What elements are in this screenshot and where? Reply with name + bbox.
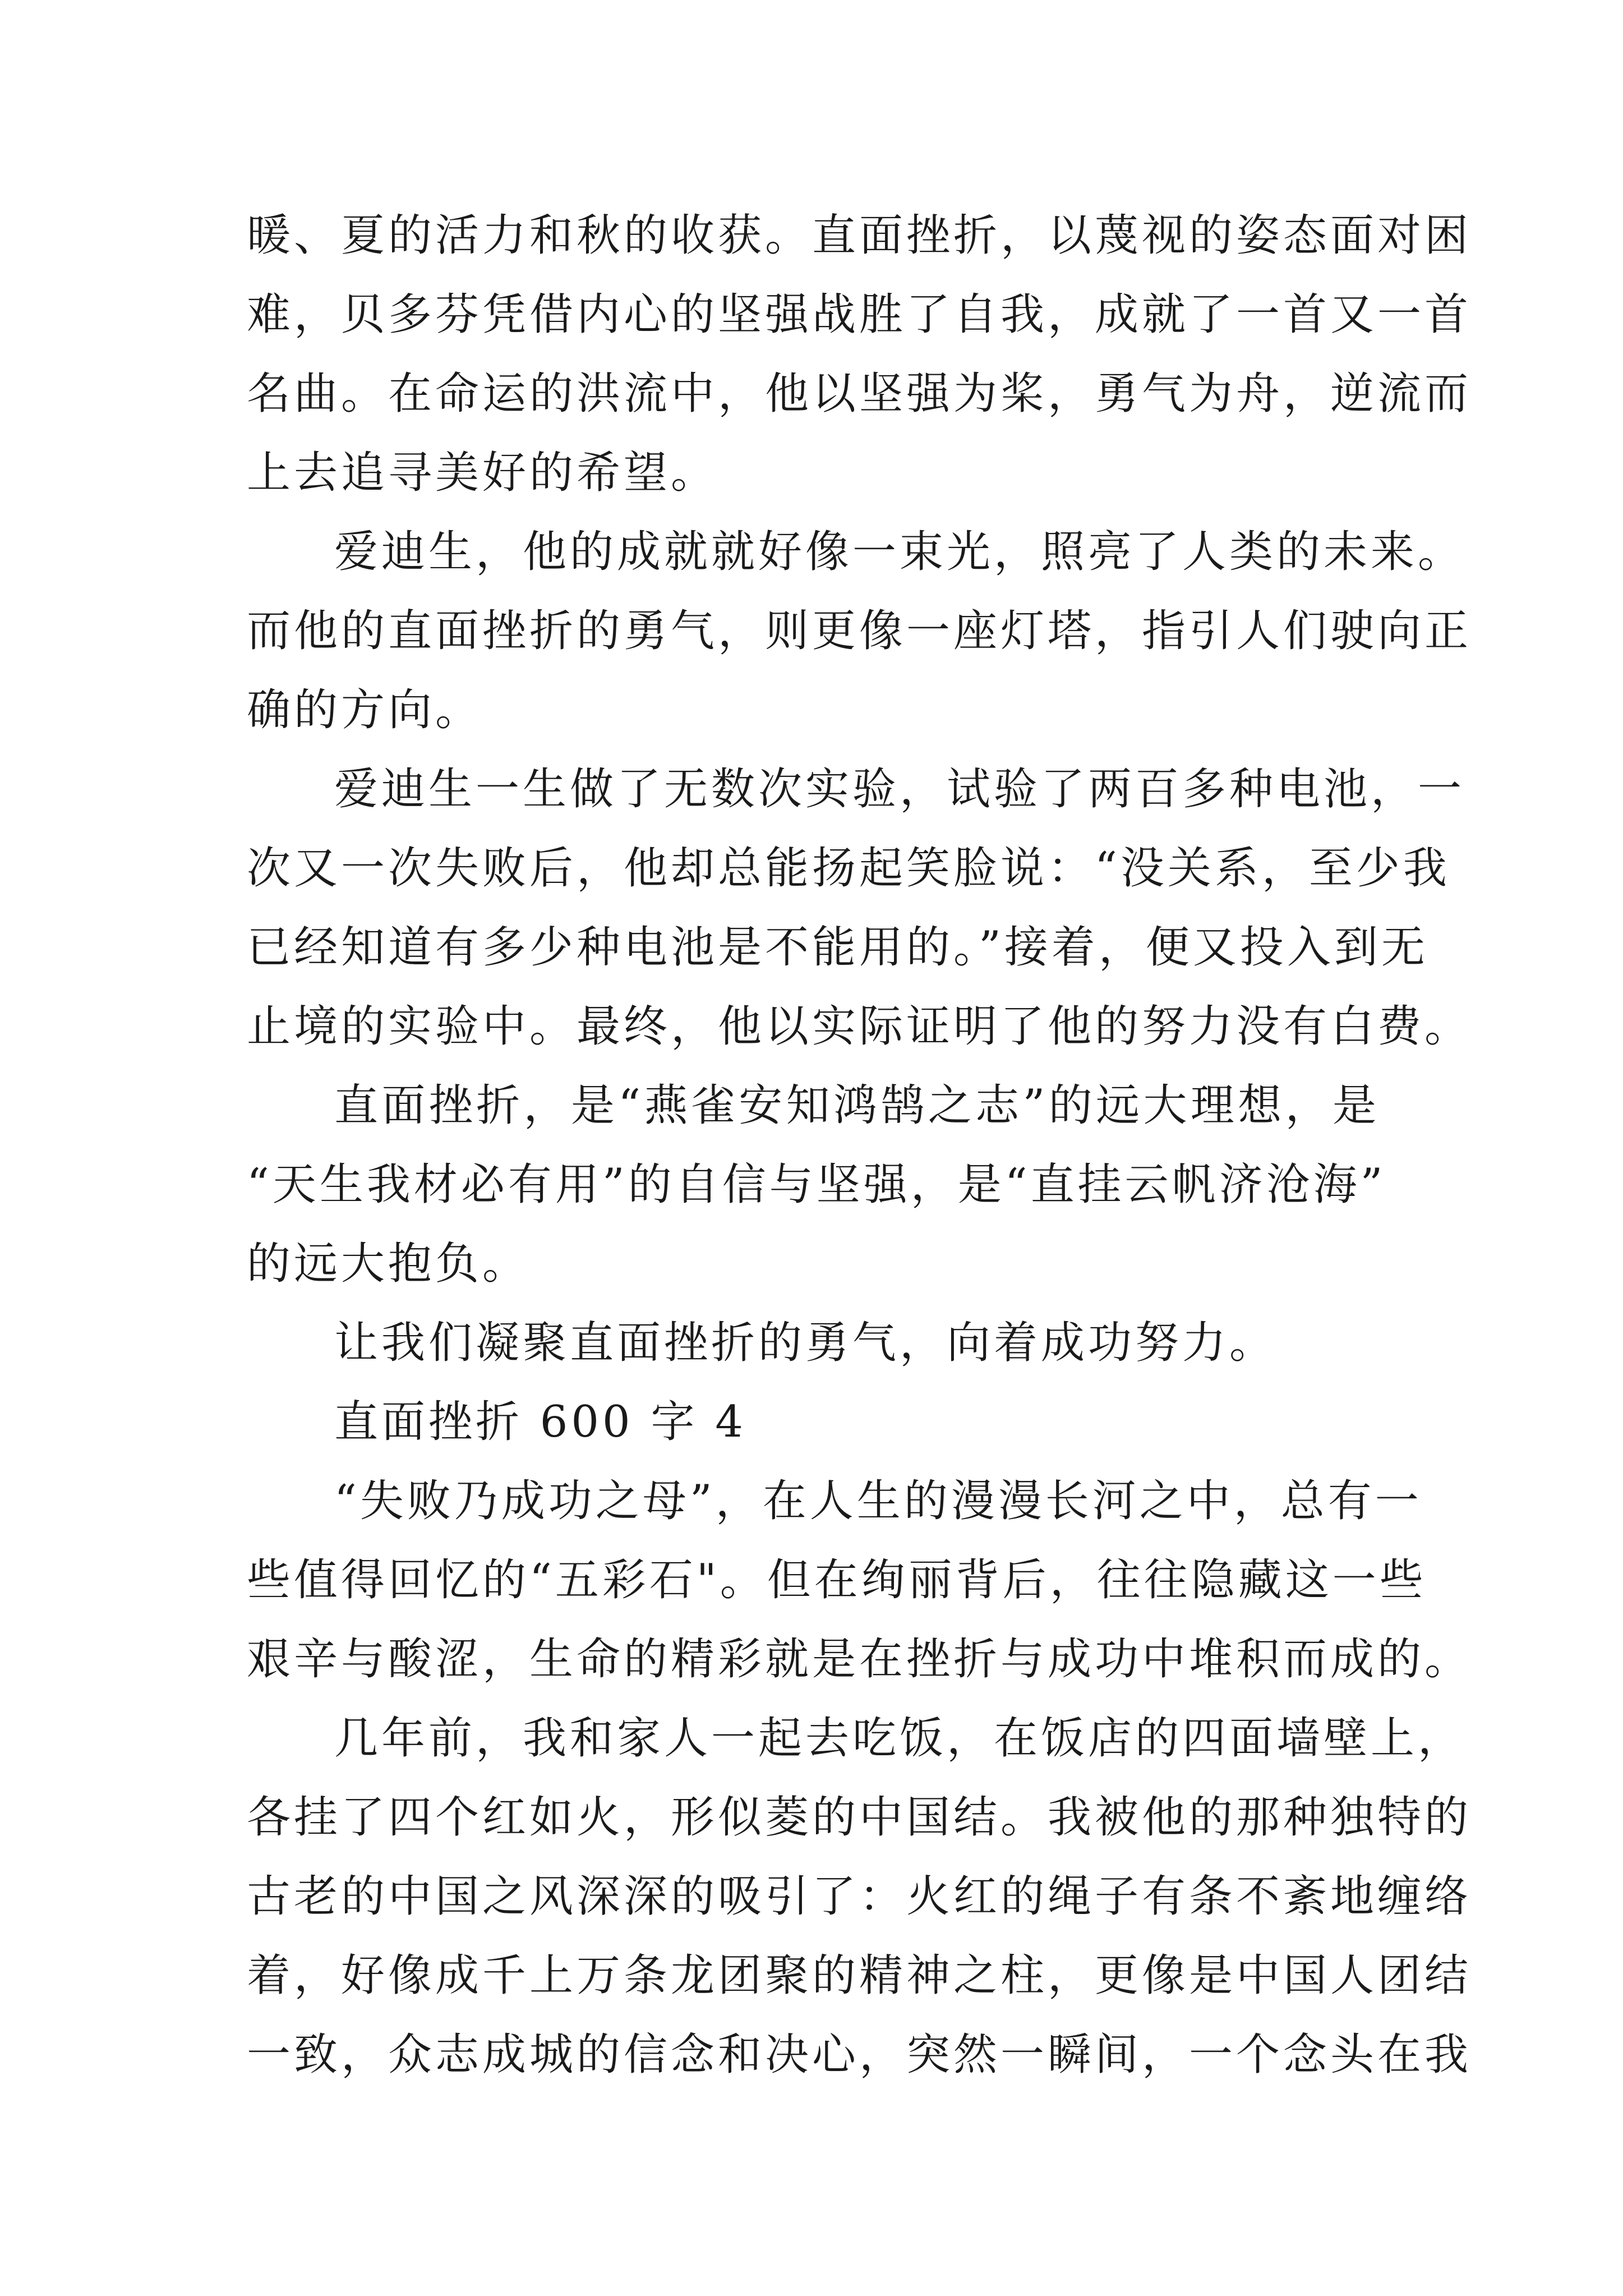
text-line: 着，好像成千上万条龙团聚的精神之柱，更像是中国人团结 <box>247 1950 1472 2001</box>
paragraph <box>247 1304 1380 1383</box>
text-line: 暖、夏的活力和秋的收获。直面挫折，以蔑视的姿态面对困 <box>247 210 1472 261</box>
text-line: 已经知道有多少种电池是不能用的。”接着，便又投入到无 <box>247 922 1428 973</box>
text-line: 古老的中国之风深深的吸引了：火红的绳子有条不紊地缠络 <box>247 1871 1472 1922</box>
paragraph <box>247 750 1472 1066</box>
text-line: 确的方向。 <box>247 685 483 735</box>
text-line: 的远大抱负。 <box>247 1239 530 1289</box>
text-line: 让我们凝聚直面挫折的勇气，向着成功努力。 <box>334 1318 1277 1368</box>
text-line: 各挂了四个红如火，形似菱的中国结。我被他的那种独特的 <box>247 1792 1472 1843</box>
text-line: 止境的实验中。最终，他以实际证明了他的努力没有白费。 <box>247 1001 1472 1052</box>
text-line: 而他的直面挫折的勇气，则更像一座灯塔，指引人们驶向正 <box>247 606 1472 656</box>
text-line: 难，贝多芬凭借内心的坚强战胜了自我，成就了一首又一首 <box>247 289 1472 340</box>
text-line: 名曲。在命运的洪流中，他以坚强为桨，勇气为舟，逆流而 <box>247 369 1472 419</box>
text-line: 爱迪生一生做了无数次实验，试验了两百多种电池，一 <box>334 764 1465 815</box>
text-line: 些值得回忆的“五彩石"。但在绚丽背后，往往隐藏这一些 <box>247 1555 1427 1605</box>
paragraph <box>247 513 1472 750</box>
body-text <box>247 196 1472 2095</box>
text-line: 直面挫折，是“燕雀安知鸿鹄之志”的远大理想，是 <box>334 1080 1380 1131</box>
text-line: 爱迪生，他的成就就好像一束光，照亮了人类的未来。 <box>334 527 1465 577</box>
paragraph <box>247 196 1472 513</box>
text-line: 一致，众志成城的信念和决心，突然一瞬间，一个念头在我 <box>247 2030 1472 2080</box>
text-line: 几年前，我和家人一起去吃饭，在饭店的四面墙壁上， <box>334 1713 1465 1764</box>
paragraph <box>247 1462 1472 1699</box>
text-line: “失败乃成功之母”，在人生的漫漫长河之中，总有一 <box>334 1476 1422 1526</box>
paragraph <box>247 1699 1472 2095</box>
text-line: 次又一次失败后，他却总能扬起笑脸说：“没关系，至少我 <box>247 843 1450 894</box>
paragraph <box>247 1066 1386 1304</box>
text-line: 直面挫折 600 字 4 <box>334 1397 746 1447</box>
text-line: 艰辛与酸涩，生命的精彩就是在挫折与成功中堆积而成的。 <box>247 1634 1472 1685</box>
paragraph <box>247 1383 1380 1462</box>
text-line: 上去追寻美好的希望。 <box>247 448 718 498</box>
text-line: “天生我材必有用”的自信与坚强，是“直挂云帆济沧海” <box>247 1159 1386 1210</box>
